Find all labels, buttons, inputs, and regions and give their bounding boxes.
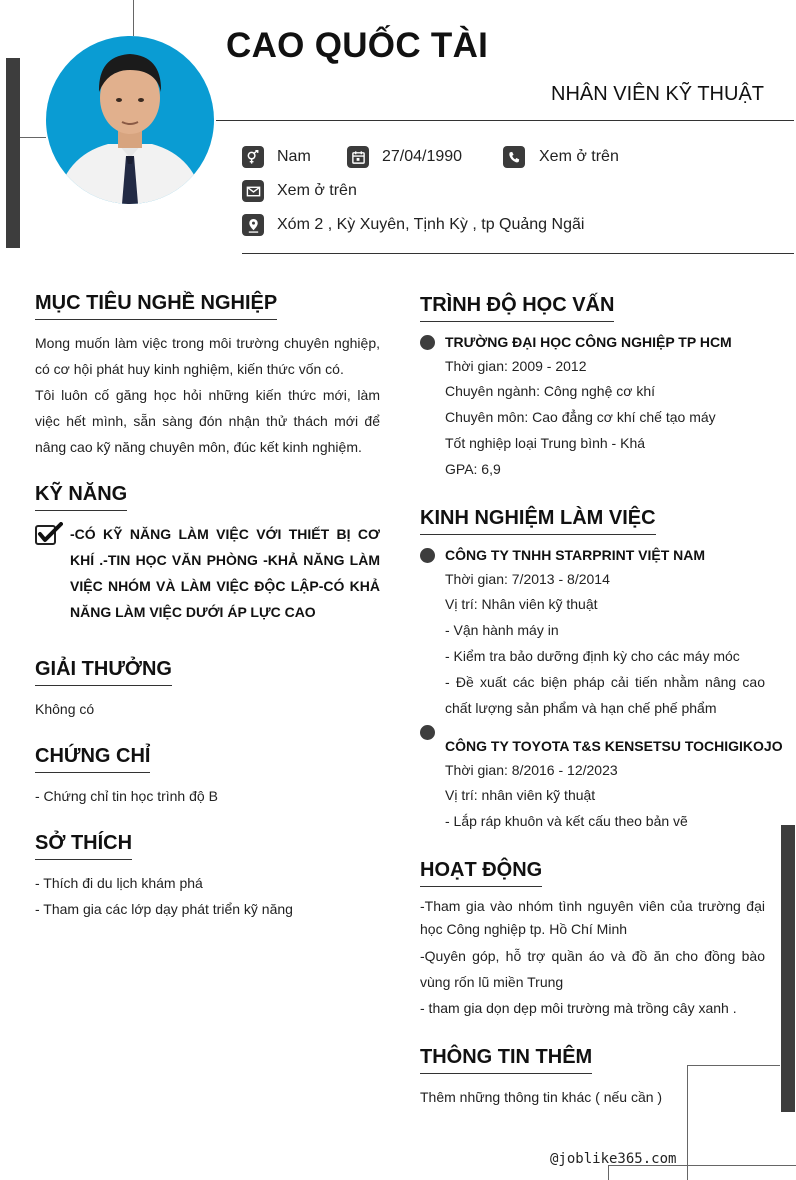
- section-title-extra-info: THÔNG TIN THÊM: [420, 1046, 592, 1074]
- section-title-hobbies: SỞ THÍCH: [35, 832, 132, 860]
- birthdate-value: 27/04/1990: [382, 148, 463, 165]
- objective-paragraph-2: Tôi luôn cố găng học hỏi những kiến thức mới, làm việc hết mình, sẵn sàng đón nhận thử thách mới để nâng cao kỹ năng chuyên môn, đúc kết kinh nghiệm.: [35, 387, 380, 455]
- candidate-name: CAO QUỐC TÀI: [226, 26, 489, 65]
- section-title-certificates: CHỨNG CHỈ: [35, 745, 150, 773]
- frame-line: [133, 0, 134, 36]
- job-duty: - Lắp ráp khuôn và kết cấu theo bản vẽ: [445, 813, 688, 829]
- job-time: Thời gian: 7/2013 - 8/2014: [445, 571, 610, 587]
- section-title-objective: MỤC TIÊU NGHỀ NGHIỆP: [35, 292, 277, 320]
- education-line: Tốt nghiệp loại Trung bình - Khá: [445, 435, 646, 451]
- activity-paragraph: -Tham gia vào nhóm tình nguyên viên của trường đại học Công nghiệp tp. Hồ Chí Minh: [420, 898, 765, 937]
- company-name: CÔNG TY TNHH STARPRINT VIỆT NAM: [445, 547, 706, 563]
- section-title-education: TRÌNH ĐỘ HỌC VẤN: [420, 294, 614, 322]
- section-title-experience: KINH NGHIỆM LÀM VIỆC: [420, 507, 656, 535]
- phone-value[interactable]: Xem ở trên: [539, 148, 619, 165]
- timeline-dot: [420, 335, 435, 350]
- education-line: Chuyên môn: Cao đẳng cơ khí chế tạo máy: [445, 409, 716, 425]
- job-role: Vị trí: nhân viên kỹ thuật: [445, 787, 596, 803]
- header-divider: [216, 120, 794, 121]
- awards-text: Không có: [35, 701, 95, 717]
- phone-icon: [503, 146, 525, 168]
- contact-divider: [242, 253, 794, 254]
- email-icon: [242, 180, 264, 202]
- education-line: Thời gian: 2009 - 2012: [445, 358, 587, 374]
- hobby-item: - Thích đi du lịch khám phá: [35, 875, 203, 891]
- frame-line: [20, 137, 46, 138]
- school-name: TRƯỜNG ĐẠI HỌC CÔNG NGHIỆP TP HCM: [445, 334, 732, 350]
- frame-line: [687, 1065, 688, 1180]
- calendar-icon: [347, 146, 369, 168]
- activity-paragraph: -Quyên góp, hỗ trợ quần áo và đồ ăn cho đồng bào vùng rốn lũ miền Trung: [420, 948, 765, 990]
- activity-paragraph: - tham gia dọn dẹp môi trường mà trồng cây xanh .: [420, 1000, 737, 1016]
- checkbox-checked-icon: [35, 522, 63, 546]
- section-title-awards: GIẢI THƯỞNG: [35, 658, 172, 686]
- gender-icon: [242, 146, 264, 168]
- skills-text: -CÓ KỸ NĂNG LÀM VIỆC VỚI THIẾT BỊ CƠ KHÍ .-TIN HỌC VĂN PHÒNG -KHẢ NĂNG LÀM VIỆC NHÓM VÀ LÀM VIỆC ĐỘC LẬP-CÓ KHẢ NĂNG LÀM VIỆC DƯỚI ÁP LỰC CAO: [70, 526, 380, 620]
- extra-info-text: Thêm những thông tin khác ( nếu cần ): [420, 1089, 663, 1105]
- job-duty: - Kiểm tra bảo dưỡng định kỳ cho các máy móc: [445, 648, 740, 664]
- profile-photo: [46, 36, 214, 204]
- frame-line: [687, 1065, 780, 1066]
- frame-line: [608, 1165, 609, 1180]
- certificate-item: - Chứng chỉ tin học trình độ B: [35, 788, 218, 804]
- decorative-bar-right: [781, 825, 795, 1112]
- company-name: CÔNG TY TOYOTA T&S KENSETSU TOCHIGIKOJO: [445, 738, 783, 754]
- decorative-bar-left: [6, 58, 20, 248]
- footer-watermark: @joblike365.com: [550, 1151, 677, 1167]
- job-position: NHÂN VIÊN KỸ THUẬT: [551, 83, 764, 105]
- job-role: Vị trí: Nhân viên kỹ thuật: [445, 596, 598, 612]
- job-time: Thời gian: 8/2016 - 12/2023: [445, 762, 618, 778]
- job-duty: - Đề xuất các biện pháp cải tiến nhằm nâng cao chất lượng sản phẩm và hạn chế phế phẩm: [445, 674, 765, 716]
- email-value[interactable]: Xem ở trên: [277, 182, 357, 199]
- job-duty: - Vận hành máy in: [445, 622, 559, 638]
- address-value: Xóm 2 , Kỳ Xuyên, Tịnh Kỳ , tp Quảng Ngãi: [277, 216, 585, 233]
- section-title-activities: HOẠT ĐỘNG: [420, 859, 542, 887]
- section-title-skills: KỸ NĂNG: [35, 483, 127, 511]
- hobby-item: - Tham gia các lớp dạy phát triển kỹ năng: [35, 901, 293, 917]
- objective-paragraph-1: Mong muốn làm việc trong môi trường chuyên nghiệp, có cơ hội phát huy kinh nghiệm, kiến thức vốn có.: [35, 335, 380, 377]
- education-line: Chuyên ngành: Công nghệ cơ khí: [445, 383, 655, 399]
- education-line: GPA: 6,9: [445, 461, 501, 477]
- location-icon: [242, 214, 264, 236]
- gender-value: Nam: [277, 148, 311, 165]
- timeline-dot: [420, 548, 435, 563]
- timeline-dot: [420, 725, 435, 740]
